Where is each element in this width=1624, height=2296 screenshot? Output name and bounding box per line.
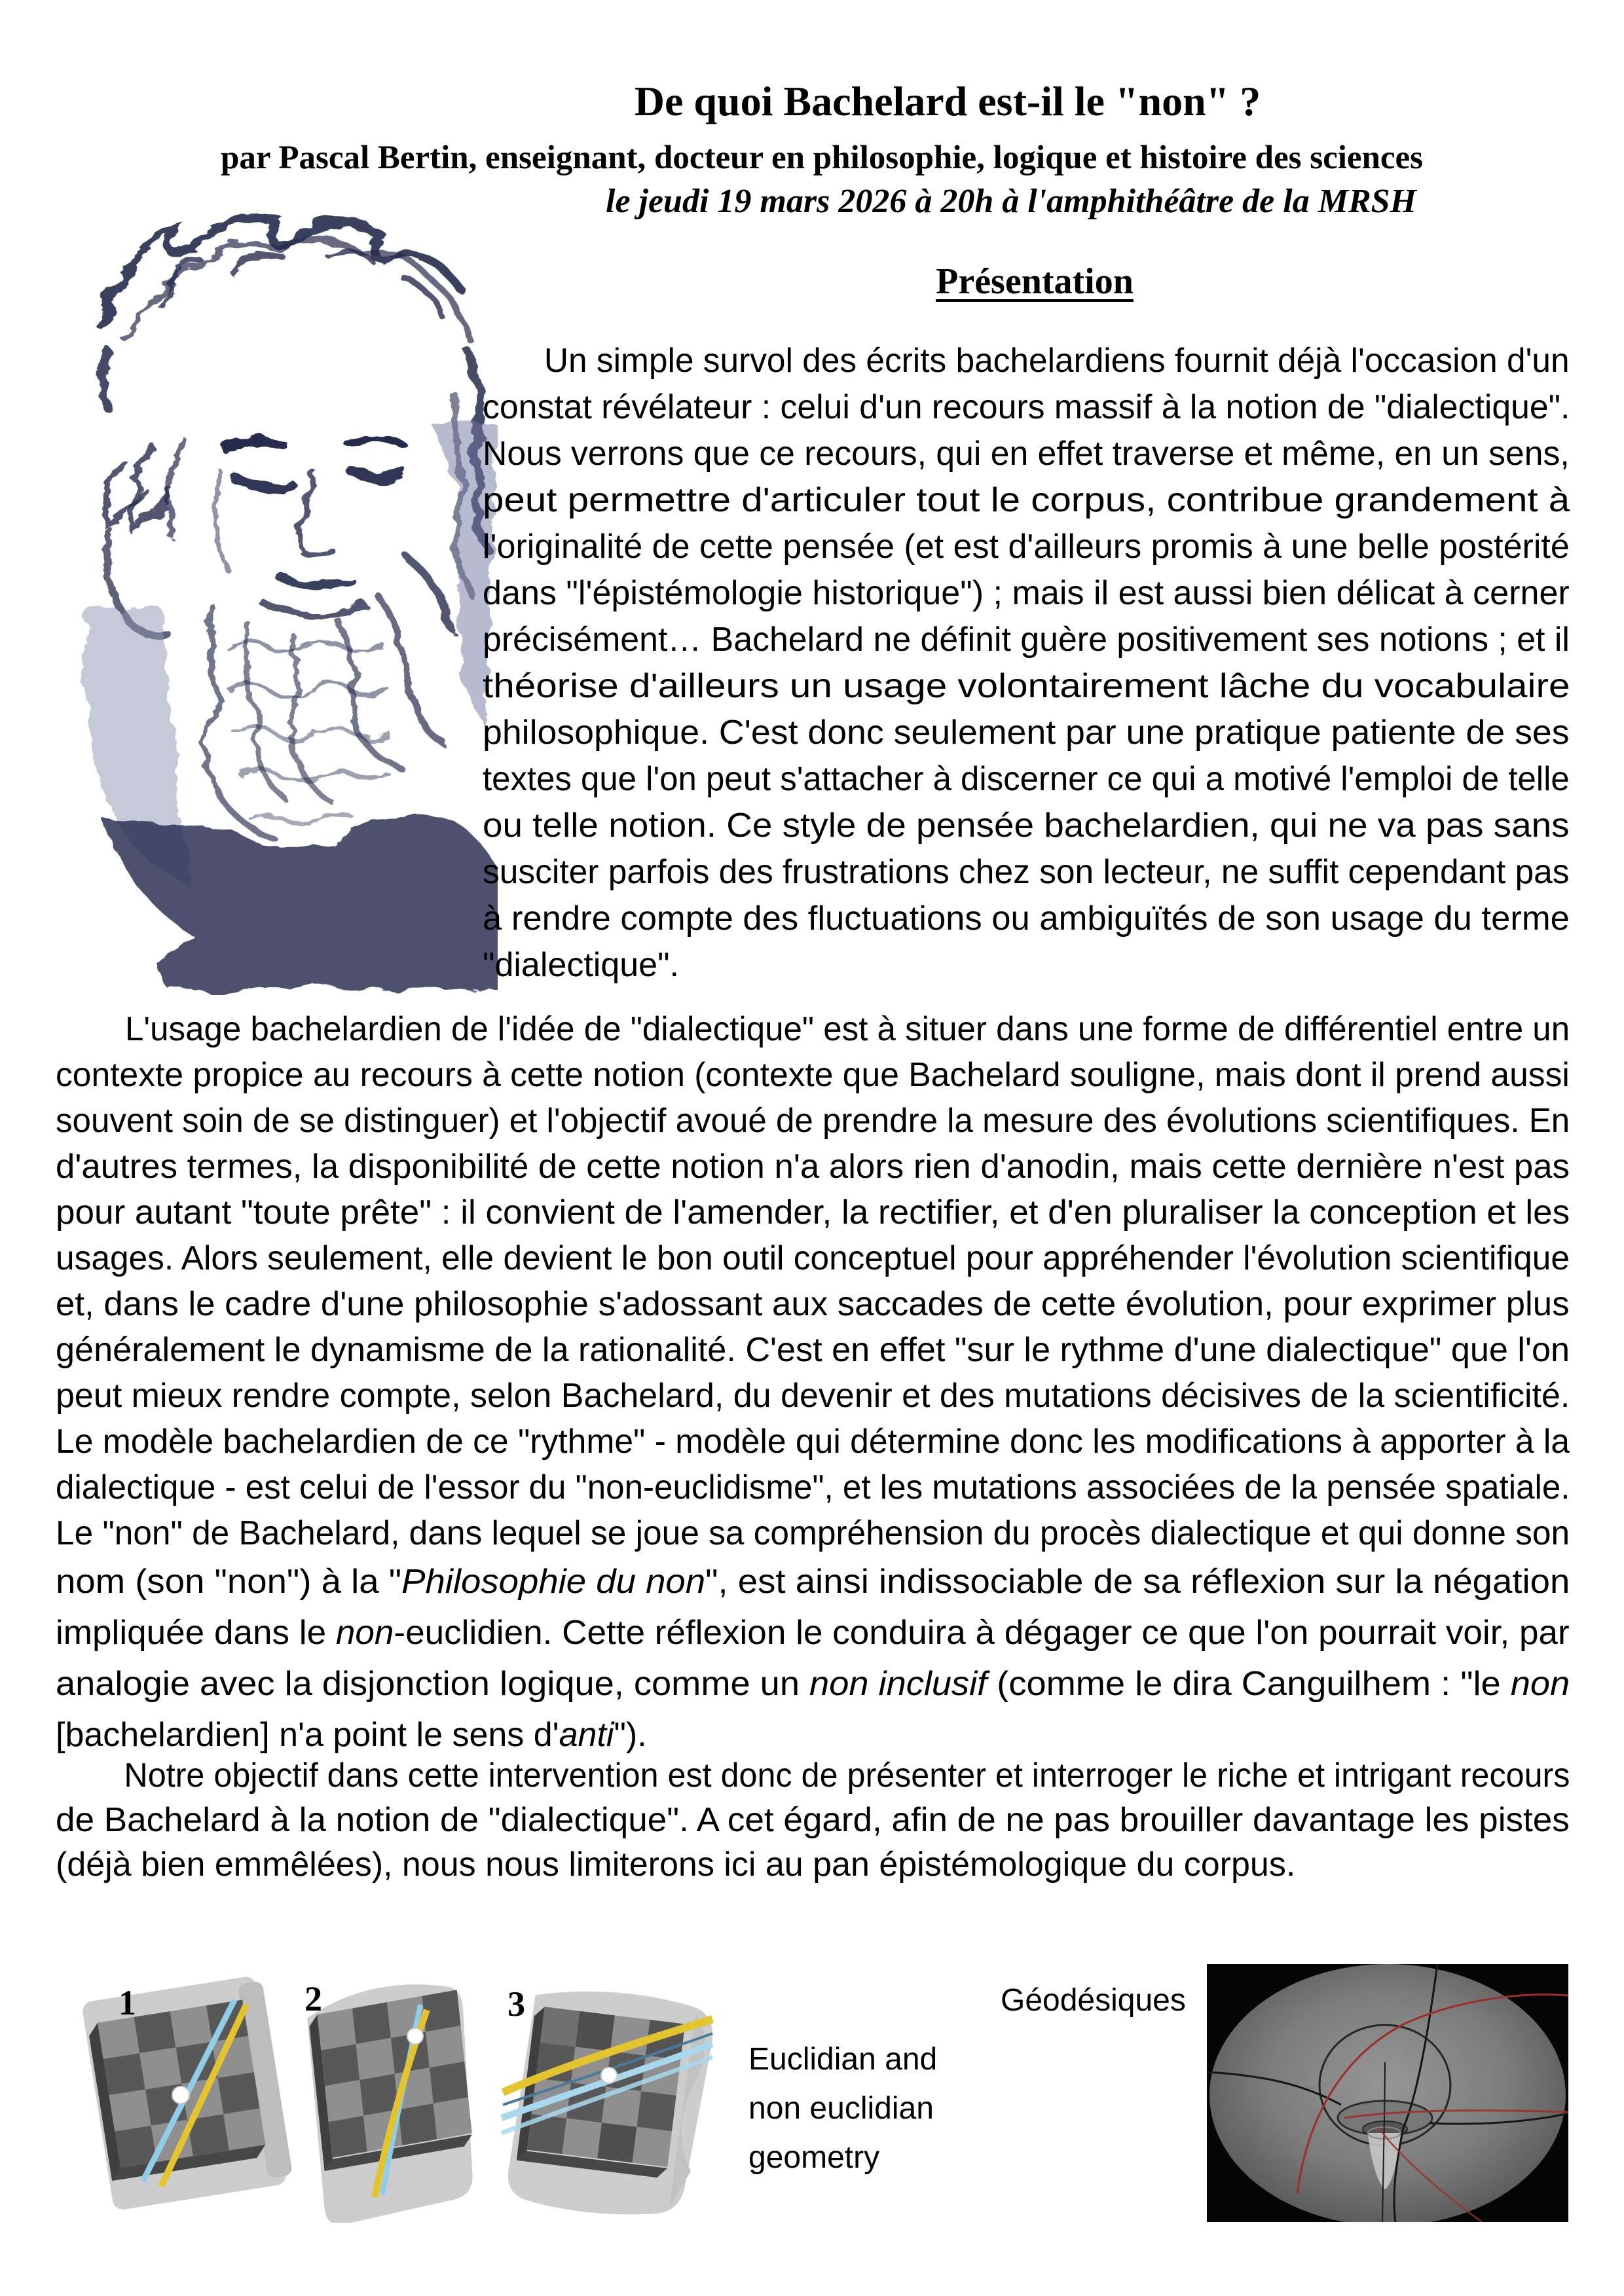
text-line: précisément… Bachelard ne définit guère positivement ses notions ; et il <box>483 621 1570 659</box>
pseudosphere-drawing <box>1207 1964 1568 2222</box>
text-line: non euclidian <box>748 2091 934 2126</box>
text-line: ou telle notion. Ce style de pensée bachelardien, qui ne va pas sans <box>483 807 1570 845</box>
paragraph-usage <box>56 1006 1570 1760</box>
text-line: L'usage bachelardien de l'idée de "dialectique" est à situer dans une forme de différentiel entre un <box>125 1010 1570 1048</box>
text-line: Euclidian and <box>748 2042 938 2077</box>
text-line: Notre objectif dans cette intervention est donc de présenter et interroger le riche et intrigant recours <box>124 1757 1570 1795</box>
text-line: dialectique - est celui de l'essor du "non-euclidisme", et les mutations associées de la pensée spatiale. <box>56 1468 1570 1506</box>
sketch-strokes <box>85 218 498 989</box>
text-line: Le "non" de Bachelard, dans lequel se joue sa compréhension du procès dialectique et qui donne son <box>56 1514 1570 1552</box>
portrait-drawing <box>62 189 498 995</box>
text-line: analogie avec la disjonction logique, comme un non inclusif (comme le dira Canguilhem : "le non <box>56 1665 1570 1703</box>
text-line: de Bachelard à la notion de "dialectique". A cet égard, afin de ne pas brouiller davantage les pistes <box>56 1801 1570 1839</box>
geodesics-label: Géodésiques <box>1001 1983 1186 2018</box>
event-date-line: le jeudi 19 mars 2026 à 20h à l'amphithéâtre de la MRSH <box>606 183 1416 220</box>
text-line: textes que l'on peut s'attacher à discerner ce qui a motivé l'emploi de telle <box>483 760 1570 798</box>
text-line: susciter parfois des frustrations chez son lecteur, ne suffit cependant pas <box>483 853 1570 891</box>
section-heading: Présentation <box>936 261 1134 302</box>
text-line: peut mieux rendre compte, selon Bachelard, du devenir et des mutations décisives de la scientificité. <box>56 1377 1570 1415</box>
text-line: généralement le dynamisme de la rationalité. C'est en effet "sur le rythme d'une dialectique" que l'on <box>56 1331 1570 1369</box>
text-line: constat révélateur : celui d'un recours massif à la notion de "dialectique". <box>483 388 1570 426</box>
text-line: geometry <box>748 2140 880 2175</box>
text-line: "dialectique". <box>483 946 679 984</box>
text-line: peut permettre d'articuler tout le corpus, contribue grandement à <box>483 481 1570 519</box>
panel-label-1: 1 <box>119 1983 136 2022</box>
text-line: à rendre compte des fluctuations ou ambiguïtés de son usage du terme <box>483 900 1570 938</box>
text-line: théorise d'ailleurs un usage volontairement lâche du vocabulaire <box>483 667 1570 705</box>
document-title: De quoi Bachelard est-il le "non" ? <box>634 78 1261 124</box>
paragraph-intro <box>483 338 1570 989</box>
text-line: philosophique. C'est donc seulement par une pratique patiente de ses <box>483 714 1570 752</box>
text-line: [bachelardien] n'a point le sens d'anti"). <box>56 1716 647 1754</box>
text-line: contexte propice au recours à cette notion (contexte que Bachelard souligne, mais dont il prend aussi <box>56 1056 1570 1094</box>
text-line: dans "l'épistémologie historique") ; mais il est aussi bien délicat à cerner <box>483 574 1570 612</box>
saddle-checkerboard-drawing <box>496 1964 719 2223</box>
text-line: pour autant "toute prête" : il convient de l'amender, la rectifier, et d'en pluraliser la conception et les <box>56 1194 1570 1231</box>
text-line: Un simple survol des écrits bachelardiens fournit déjà l'occasion d'un <box>544 342 1570 380</box>
bachelard-portrait-sketch <box>62 189 498 995</box>
figure-flat-geometry-panel <box>77 1964 293 2223</box>
text-line: usages. Alors seulement, elle devient le bon outil conceptuel pour appréhender l'évolution scientifique <box>56 1239 1570 1277</box>
panel-label-2: 2 <box>304 1979 322 2018</box>
text-line: souvent soin de se distinguer) et l'objectif avoué de prendre la mesure des évolutions scientifiques. En <box>56 1102 1570 1140</box>
byline: par Pascal Bertin, enseignant, docteur en philosophie, logique et histoire des sciences <box>220 139 1424 176</box>
text-line: Nous verrons que ce recours, qui en effet traverse et même, en un sens, <box>483 435 1570 473</box>
text-line: (déjà bien emmêlées), nous nous limiterons ici au pan épistémologique du corpus. <box>56 1846 1296 1884</box>
geodesics-figure <box>1207 1964 1568 2222</box>
text-line: Le modèle bachelardien de ce "rythme" - modèle qui détermine donc les modifications à apporter à la <box>56 1423 1570 1461</box>
text-line: et, dans le cadre d'une philosophie s'adossant aux saccades de cette évolution, pour exprimer plus <box>56 1285 1570 1323</box>
paragraph-objectif <box>56 1753 1570 1887</box>
text-line: nom (son "non") à la "Philosophie du non", est ainsi indissociable de sa réflexion sur la négation <box>56 1563 1570 1601</box>
text-line: impliquée dans le non-euclidien. Cette réflexion le conduira à dégager ce que l'on pourrait voir, par <box>56 1614 1570 1652</box>
panel-label-3: 3 <box>507 1984 525 2024</box>
flat-checkerboard-drawing <box>77 1964 293 2223</box>
text-line: d'autres termes, la disponibilité de cette notion n'a alors rien d'anodin, mais cette dernière n'est pas <box>56 1148 1570 1186</box>
text-line: l'originalité de cette pensée (et est d'ailleurs promis à une belle postérité <box>483 528 1570 566</box>
figure-hyperbolic-geometry-panel <box>496 1964 719 2223</box>
figure-caption <box>748 2035 1030 2182</box>
